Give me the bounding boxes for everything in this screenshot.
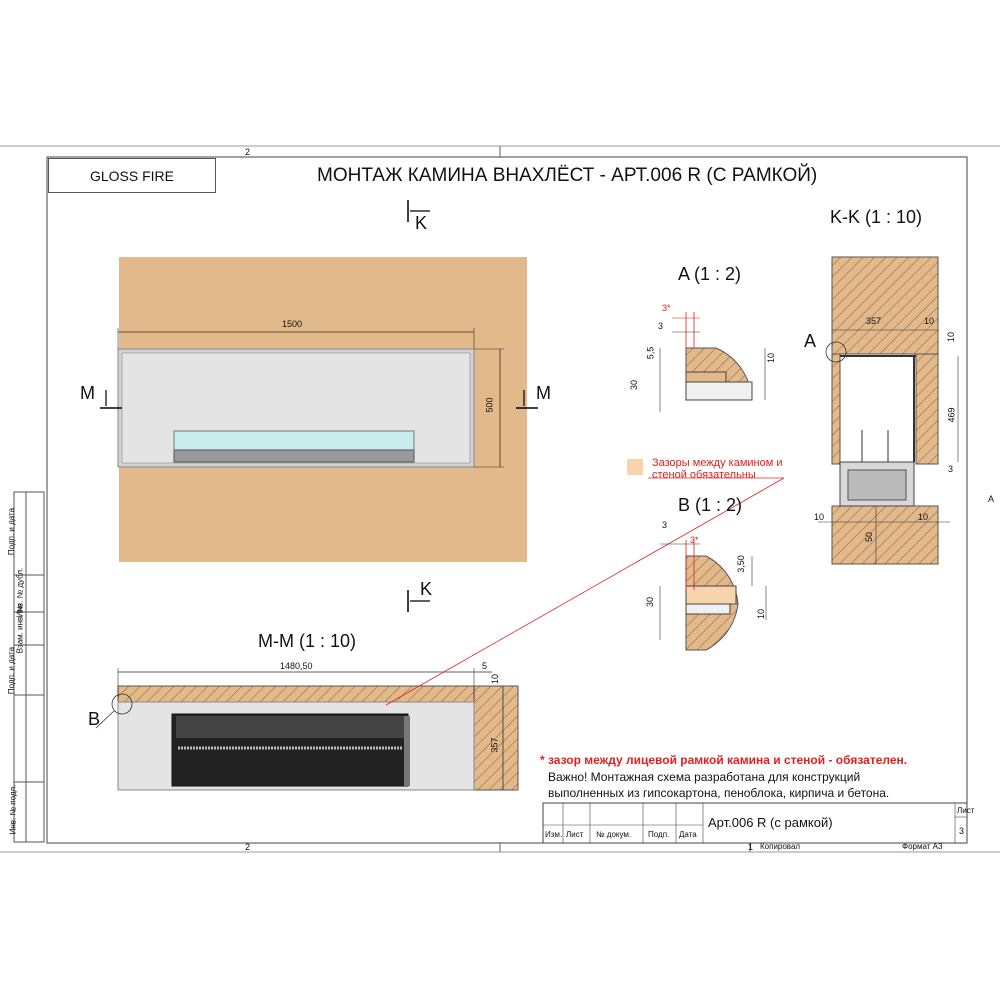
section-kk-label: K-K (1 : 10) (830, 207, 923, 227)
dim-b-3star: 3* (690, 535, 699, 545)
dim-a-30: 30 (629, 379, 640, 391)
dim-kk-469: 469 (946, 407, 957, 423)
dim-kk-10d: 10 (918, 512, 929, 522)
dim-b-30: 30 (645, 596, 656, 608)
dim-b-3: 3 (662, 520, 668, 530)
dim-kk-10b: 10 (946, 331, 957, 343)
dim-a-3star: 3* (662, 303, 671, 313)
legend-line-1: Зазоры между камином и (652, 457, 783, 469)
stamp-sheet-label: Лист (957, 806, 975, 815)
stamp-format: Формат А3 (902, 842, 943, 851)
dim-a-55: 5,5 (645, 346, 656, 360)
frame-letter-right: A (988, 494, 995, 504)
section-k-bottom: K (420, 579, 433, 599)
stamp-copied: Копировал (760, 842, 801, 851)
dim-b-350: 3,50 (735, 555, 746, 573)
side-stamp-5: Инв. № подл. (8, 784, 18, 835)
legend-line-2: стеной обязательны (652, 469, 756, 481)
note-red: * зазор между лицевой рамкой камина и стеной - обязателен. (540, 753, 908, 767)
legend-swatch (627, 459, 643, 475)
dim-mm-5: 5 (482, 661, 488, 671)
note-line-2: выполненных из гипсокартона, пеноблока, кирпича и бетона. (548, 786, 890, 800)
frame-index-bottom-left: 2 (245, 842, 251, 852)
side-stamp-3: Взам. инв. № (15, 603, 25, 654)
detail-a-label: A (1 : 2) (678, 264, 742, 284)
stamp-col-list: Лист (566, 830, 584, 839)
frame-index-bottom-right: 1 (748, 842, 754, 852)
brand-label: GLOSS FIRE (48, 158, 216, 193)
callout-a: A (804, 331, 817, 351)
dim-kk-50: 50 (864, 531, 875, 543)
section-m-left: M (80, 383, 95, 403)
dim-height-500: 500 (484, 397, 495, 413)
stamp-col-izm: Изм. (545, 830, 563, 839)
dim-kk-357: 357 (866, 316, 882, 326)
dim-kk-3: 3 (948, 464, 954, 474)
section-m-right: M (536, 383, 551, 403)
dim-kk-10a: 10 (924, 316, 935, 326)
frame-index-top: 2 (245, 147, 251, 157)
section-k-top: K (415, 213, 428, 233)
dim-mm-width: 1480,50 (280, 661, 313, 671)
dim-a-3: 3 (658, 321, 664, 331)
stamp-sheet-no: 3 (959, 826, 965, 836)
callout-b: B (88, 709, 101, 729)
detail-b-label: B (1 : 2) (678, 495, 743, 515)
side-stamp-4: Подп. и дата (7, 646, 17, 695)
stamp-name: Арт.006 R (с рамкой) (708, 815, 833, 830)
dim-kk-10c: 10 (814, 512, 825, 522)
note-line-1: Важно! Монтажная схема разработана для конструкций (548, 770, 861, 784)
stamp-col-doc: № докум. (596, 830, 632, 839)
stamp-col-sign: Подп. (648, 830, 670, 839)
side-stamp-1: Подп. и дата (7, 507, 17, 556)
page-title: МОНТАЖ КАМИНА ВНАХЛЁСТ - АРТ.006 R (С РАМКОЙ) (317, 165, 818, 186)
section-mm-label: M-M (1 : 10) (258, 631, 357, 651)
dim-a-10: 10 (766, 352, 777, 364)
dim-mm-357: 357 (489, 737, 500, 753)
dim-b-10: 10 (756, 608, 767, 620)
dim-width-1500: 1500 (282, 319, 303, 329)
stamp-col-date: Дата (679, 830, 697, 839)
dim-mm-10: 10 (490, 673, 501, 685)
side-stamp-2: Инв. № дубл. (15, 567, 25, 618)
